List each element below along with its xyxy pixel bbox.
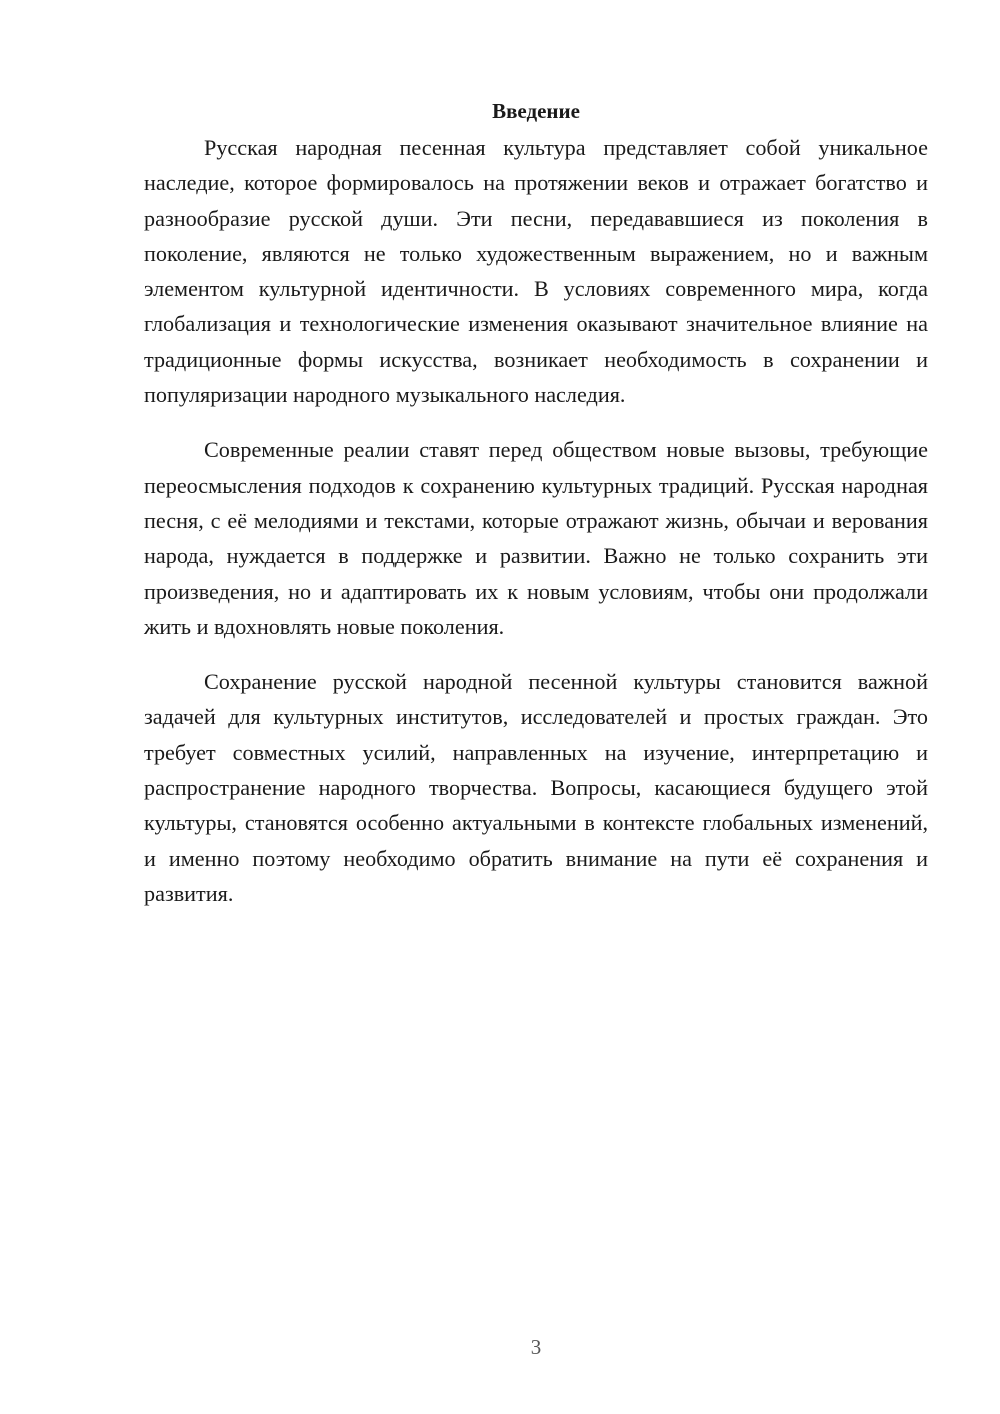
section-title: Введение bbox=[492, 99, 580, 123]
paragraph-2: Современные реалии ставят перед обществом новые вызовы, требующие переосмысления подходов к сохранению культурных традиций. Русская народная песня, с её мелодиями и текстами, которые отражают жизнь, обычаи и верования народа, нуждается в поддержке и развитии. Важно не только сохранить эти произведения, но и адаптировать их к новым условиям, чтобы они продолжали жить и вдохновлять новые поколения. bbox=[144, 437, 928, 639]
page-number: 3 bbox=[530, 1335, 542, 1359]
paragraph-3: Сохранение русской народной песенной культуры становится важной задачей для культурных институтов, исследователей и простых граждан. Это требует совместных усилий, направленных на изучение, интерпретацию и распространение народного творчества. Вопросы, касающиеся будущего этой культуры, становятся особенно актуальными в контексте глобальных изменений, и именно поэтому необходимо обратить внимание на пути её сохранения и развития. bbox=[144, 669, 928, 906]
paragraph-1: Русская народная песенная культура представляет собой уникальное наследие, которое формировалось на протяжении веков и отражает богатство и разнообразие русской души. Эти песни, передававшиеся из поколения в поколение, являются не только художественным выражением, но и важным элементом культурной идентичности. В условиях современного мира, когда глобализация и технологические изменения оказывают значительное влияние на традиционные формы искусства, возникает необходимость в сохранении и популяризации народного музыкального наследия. bbox=[144, 135, 928, 408]
document-body bbox=[144, 96, 928, 931]
